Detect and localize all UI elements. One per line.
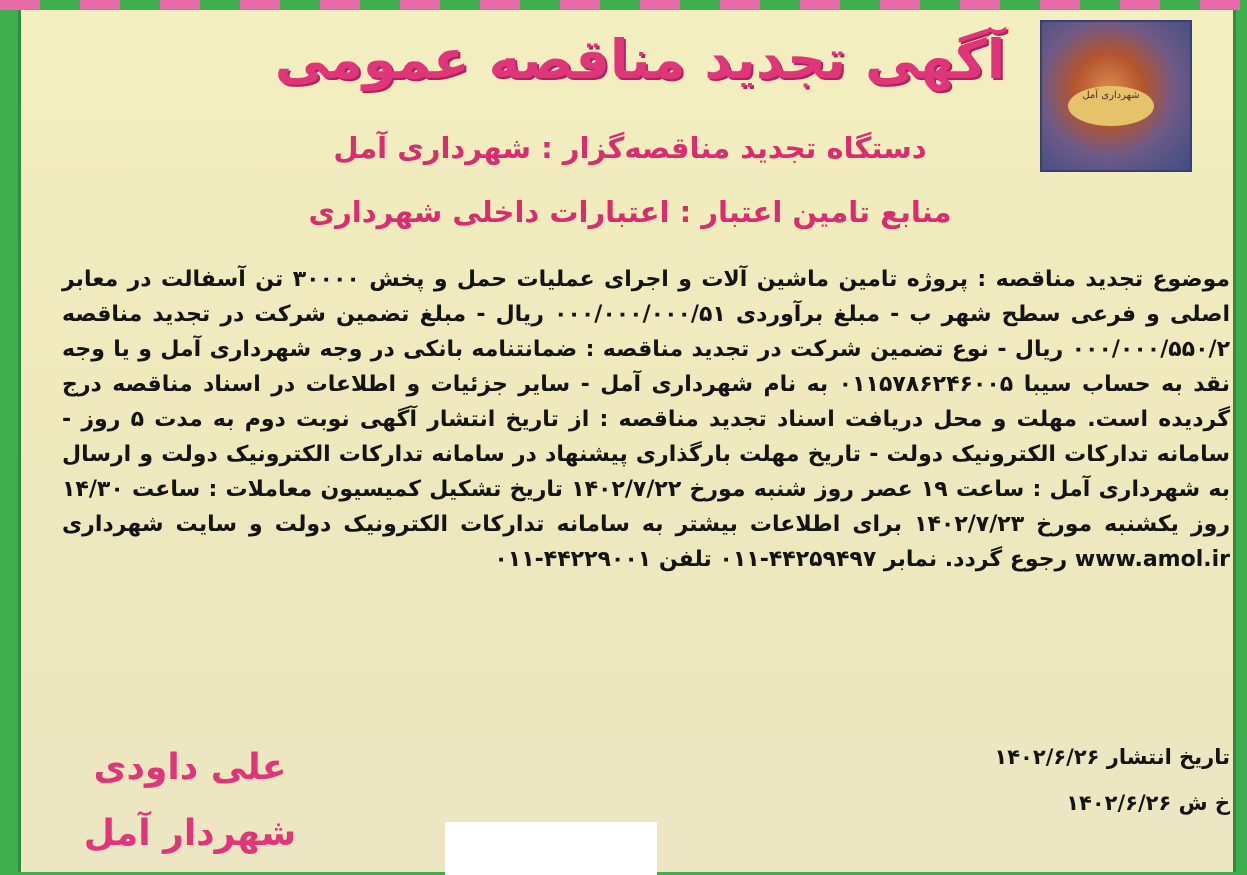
- organizer-line: دستگاه تجدید مناقصه‌گزار : شهرداری آمل: [333, 131, 927, 165]
- ad-title: آگهی تجدید مناقصه عمومی: [274, 28, 1006, 91]
- publication-code: خ ش ۱۴۰۲/۶/۲۶: [1066, 791, 1230, 815]
- blank-box: [445, 822, 657, 875]
- publication-date: تاریخ انتشار ۱۴۰۲/۶/۲۶: [994, 745, 1230, 769]
- funding-line: منابع تامین اعتبار : اعتبارات داخلی شهرداری: [308, 195, 952, 229]
- tender-details: موضوع تجدید مناقصه : پروژه تامین ماشین آلات و اجرای عملیات حمل و پخش ۳۰۰۰۰ تن آسفالت در معابر اصلی و فرعی سطح شهر ب - مبلغ برآوردی ۰۰۰/۰۰۰/۰۰۰/۵۱ ریال - مبلغ تضمین شرکت در تجدید مناقصه ۰۰۰/۰۰۰/۵۵۰/۲ ریال - نوع تضمین شرکت در تجدید مناقصه : ضمانتنامه بانکی در وجه شهرداری آمل و یا وجه نقد به حساب سیبا ۰۱۱۵۷۸۶۲۴۶۰۰۵ به نام شهرداری آمل - سایر جزئیات و اطلاعات در اسناد مناقصه درج گردیده است. مهلت و محل دریافت اسناد تجدید مناقصه : از تاریخ انتشار آگهی نوبت دوم به مدت ۵ روز - سامانه تدارکات الکترونیک دولت - تاریخ مهلت بارگذاری پیشنهاد در سامانه تدارکات الکترونیک دولت و ارسال به شهرداری آمل : ساعت ۱۹ عصر روز شنبه مورخ ۱۴۰۲/۷/۲۲ تاریخ تشکیل کمیسیون معاملات : ساعت ۱۴/۳۰ روز یکشنبه مورخ ۱۴۰۲/۷/۲۳ برای اطلاعات بیشتر به سامانه تدارکات الکترونیک دولت و سایت شهرداری www.amol.ir رجوع گردد. نمابر ۴۴۲۵۹۴۹۷-۰۱۱ تلفن ۴۴۲۲۹۰۰۱-۰۱۱: [62, 267, 1231, 572]
- mayor-name: علی داودی: [93, 747, 287, 788]
- top-stripes: [0, 0, 1247, 10]
- logo-label: شهرداری آمل: [1068, 86, 1154, 126]
- mayor-title: شهردار آمل: [83, 813, 297, 854]
